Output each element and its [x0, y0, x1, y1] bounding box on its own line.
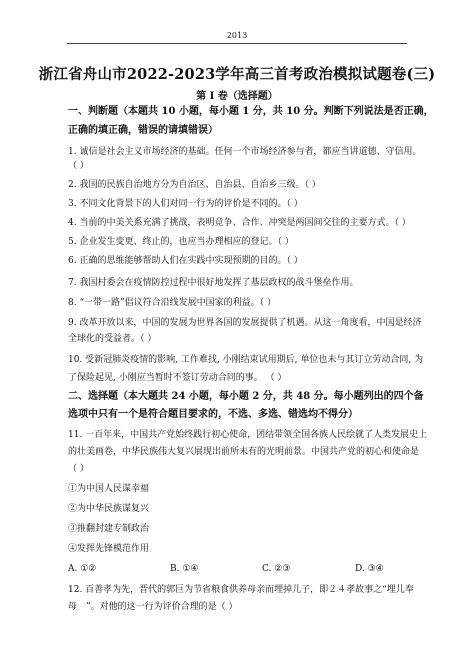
question-11-stem-line1: 11. 一百年来，中国共产党始终践行初心使命，团结带领全国各族人民绘就了人类发展史上 — [68, 430, 428, 440]
choice-a: A. ①② — [68, 564, 97, 574]
header-divider — [67, 43, 407, 44]
header-page-number: 2013 — [226, 31, 248, 40]
section-label: 第 I 卷（选择题） — [196, 91, 278, 102]
question-1-blank: （ ） — [68, 161, 89, 171]
choice-c: C. ②③ — [262, 564, 291, 574]
part1-heading-line1: 一、判断题（本题共 10 小题，每小题 1 分，共 10 分。判断下列说法是否正确， — [68, 106, 434, 117]
choice-d: D. ③④ — [355, 564, 384, 574]
question-4: 4. 当前的中美关系充满了挑战，表明竞争、合作、冲突是两国间交往的主要方式。（ ） — [68, 218, 411, 228]
part2-heading-line1: 二、选择题（本大题共 24 小题，每小题 2 分，共 48 分。每小题列出的四个备 — [68, 391, 424, 402]
question-7: 7. 我国村委会在疫情防控过程中很好地发挥了基层政权的战斗堡垒作用。 — [68, 278, 359, 288]
question-3: 3. 不同文化背景下的人们对同一行为的评价是不同的。（ ） — [68, 199, 303, 209]
part2-heading-line2: 选项中只有一个是符合题目要求的，不选、多选、错选均不得分） — [68, 409, 358, 420]
question-8: 8. “一带一路”倡议符合沿线发展中国家的利益。（ ） — [68, 298, 277, 308]
question-9-line1: 9. 改革开放以来，中国的发展为世界各国的发展提供了机遇。从这一角度看，中国是经济 — [68, 318, 422, 328]
statement-3: ③推翻封建专制政治 — [68, 524, 150, 534]
question-6: 6. 正确的思维能够帮助人们在实践中实现预期的目的。（ ） — [68, 256, 303, 266]
question-10-line2: 了保险起见, 小刚应当暂时不签订劳动合同的事。 （ ） — [68, 373, 287, 383]
question-12-stem-line2: 母 ”。对他的这一行为评价合理的是（ ） — [68, 602, 238, 612]
question-12-stem-line1: 12. 百善孝为先，晋代的郭巨为节省粮食供养母亲而埋掉儿子，即２４孝故事之“埋儿奉 — [68, 585, 414, 595]
question-10-line1: 10. 受新冠肺炎疫情的影响, 工作难找, 小刚结束试用期后, 单位也未与其订立劳动合同, 为 — [68, 355, 424, 365]
statement-4: ④发挥先锋模范作用 — [68, 544, 150, 554]
statement-2: ②为中华民族谋复兴 — [68, 504, 150, 514]
exam-title: 浙江省舟山市2022-2023学年高三首考政治模拟试题卷(三) — [38, 66, 436, 83]
question-11-stem-line2: 的壮美画卷，中华民族伟大复兴展现出前所未有的光明前景。中国共产党的初心和使命是 — [68, 447, 420, 457]
statement-1: ①为中国人民谋幸福 — [68, 484, 150, 494]
question-5: 5. 企业发生变更、终止的，也应当办理相应的登记。（ ） — [68, 237, 294, 247]
question-2: 2. 我国的民族自治地方分为自治区、自治县、自治乡三级。（ ） — [68, 180, 321, 190]
choice-b: B. ①④ — [170, 564, 199, 574]
question-1: 1. 诚信是社会主义市场经济的基础。任何一个市场经济参与者，都应当讲道德、守信用。 — [68, 147, 422, 157]
part1-heading-line2: 正确的填正确，错误的请填错误） — [68, 125, 218, 136]
question-9-line2: 全球化的受益者。（ ） — [68, 334, 157, 344]
question-11-blank: （ ） — [68, 464, 89, 474]
